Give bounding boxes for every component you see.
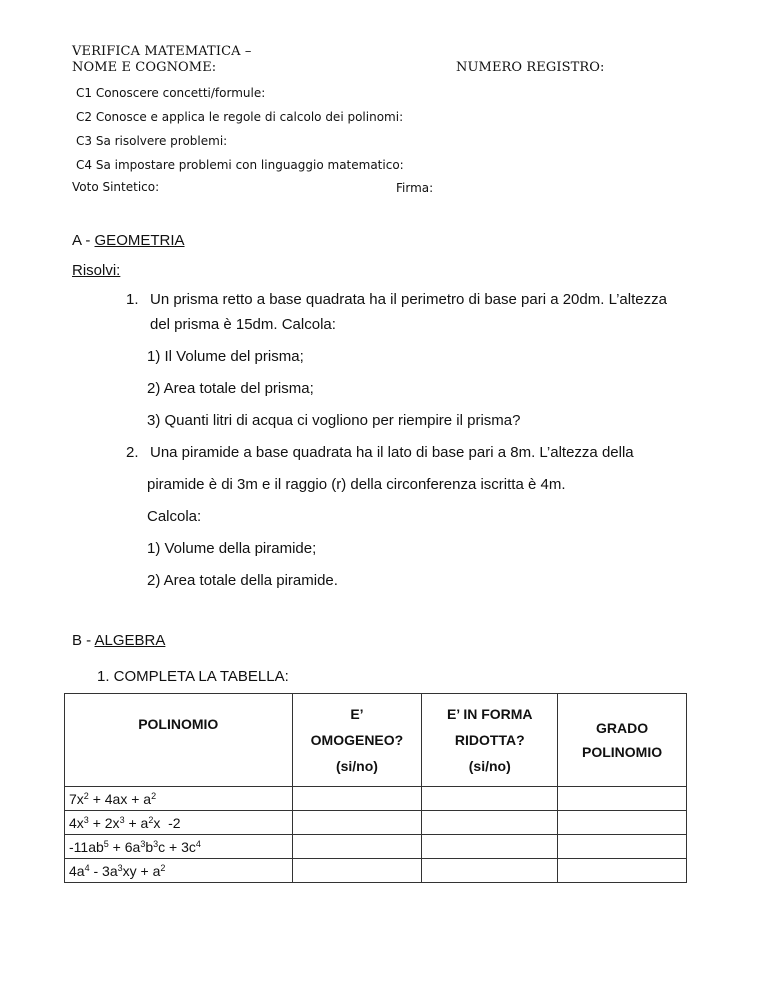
header-polinomio	[65, 694, 293, 787]
omogeneo-answer-cell[interactable]	[292, 835, 422, 859]
table-row	[65, 859, 687, 883]
grade-label: Voto Sintetico:	[72, 180, 160, 194]
header-ridotta-line3: (si/no)	[468, 758, 511, 774]
grado-answer-cell[interactable]	[558, 811, 687, 835]
table-instruction: 1. COMPLETA LA TABELLA:	[97, 668, 289, 685]
section-b-prefix: B -	[72, 632, 95, 649]
section-a-title: GEOMETRIA	[94, 232, 185, 249]
polynomial-cell: $-11ab^5 + 6a^3b^3c + 3c^4$	[65, 835, 293, 859]
header-polinomio-text: POLINOMIO	[138, 716, 219, 732]
ridotta-answer-cell[interactable]	[422, 859, 558, 883]
header-ridotta-line1: E’ IN FORMA	[446, 706, 533, 722]
name-label: NOME E COGNOME:	[72, 60, 217, 75]
table-row	[65, 787, 687, 811]
criterion-c1: C1 Conoscere concetti/formule:	[76, 86, 266, 100]
ridotta-answer-cell[interactable]	[422, 835, 558, 859]
criterion-c4: C4 Sa impostare problemi con linguaggio matematico:	[76, 158, 404, 172]
register-label: NUMERO REGISTRO:	[456, 60, 605, 75]
criterion-c3: C3 Sa risolvere problemi:	[76, 134, 228, 148]
problem2-line2: piramide è di 3m e il raggio (r) della circonferenza iscritta è 4m.	[147, 476, 566, 493]
header-ridotta	[422, 694, 558, 787]
document-title: VERIFICA MATEMATICA –	[72, 44, 252, 59]
omogeneo-answer-cell[interactable]	[292, 811, 422, 835]
grado-answer-cell[interactable]	[558, 859, 687, 883]
criterion-c2: C2 Conosce e applica le regole di calcolo dei polinomi:	[76, 110, 404, 124]
header-omogeneo-line3: (si/no)	[335, 758, 378, 774]
header-grado-line2: POLINOMIO	[582, 744, 663, 760]
ridotta-answer-cell[interactable]	[422, 787, 558, 811]
grado-answer-cell[interactable]	[558, 835, 687, 859]
section-b-heading	[72, 632, 165, 649]
problem1-number: 1.	[126, 291, 139, 308]
section-b-title: ALGEBRA	[94, 632, 166, 649]
ridotta-answer-cell[interactable]	[422, 811, 558, 835]
signature-label: Firma:	[396, 181, 434, 195]
header-ridotta-line2: RIDOTTA?	[454, 732, 525, 748]
table-row	[65, 835, 687, 859]
table-header-row	[65, 694, 687, 787]
grado-answer-cell[interactable]	[558, 787, 687, 811]
problem1-item-3: 3) Quanti litri di acqua ci vogliono per riempire il prisma?	[147, 412, 521, 429]
problem1-line1: Un prisma retto a base quadrata ha il perimetro di base pari a 20dm. L’altezza	[150, 291, 667, 308]
section-a-heading	[72, 232, 185, 249]
header-grado	[558, 694, 687, 787]
polynomial-table	[64, 693, 687, 883]
problem1-line2: del prisma è 15dm. Calcola:	[150, 316, 336, 333]
problem2-item-2: 2) Area totale della piramide.	[147, 572, 338, 589]
problem2-number: 2.	[126, 444, 139, 461]
omogeneo-answer-cell[interactable]	[292, 787, 422, 811]
problem2-item-1: 1) Volume della piramide;	[147, 540, 317, 557]
polynomial-cell: $4a^4 - 3a^3xy + a^2$	[65, 859, 293, 883]
section-a-prefix: A -	[72, 232, 95, 249]
header-omogeneo-line2: OMOGENEO?	[310, 732, 404, 748]
header-omogeneo-line1: E’	[350, 706, 364, 722]
header-grado-line1: GRADO	[596, 720, 649, 736]
problem2-line3: Calcola:	[147, 508, 202, 525]
table-row	[65, 811, 687, 835]
problem1-item-1: 1) Il Volume del prisma;	[147, 348, 304, 365]
polynomial-cell: $4x^3 + 2x^3 + a^2x$ -2	[65, 811, 293, 835]
header-omogeneo	[292, 694, 422, 787]
instruction-label: Risolvi:	[72, 262, 121, 279]
polynomial-cell: $7x^2 + 4ax + a^2$	[65, 787, 293, 811]
problem1-item-2: 2) Area totale del prisma;	[147, 380, 314, 397]
problem2-line1: Una piramide a base quadrata ha il lato di base pari a 8m. L’altezza della	[150, 444, 634, 461]
omogeneo-answer-cell[interactable]	[292, 859, 422, 883]
